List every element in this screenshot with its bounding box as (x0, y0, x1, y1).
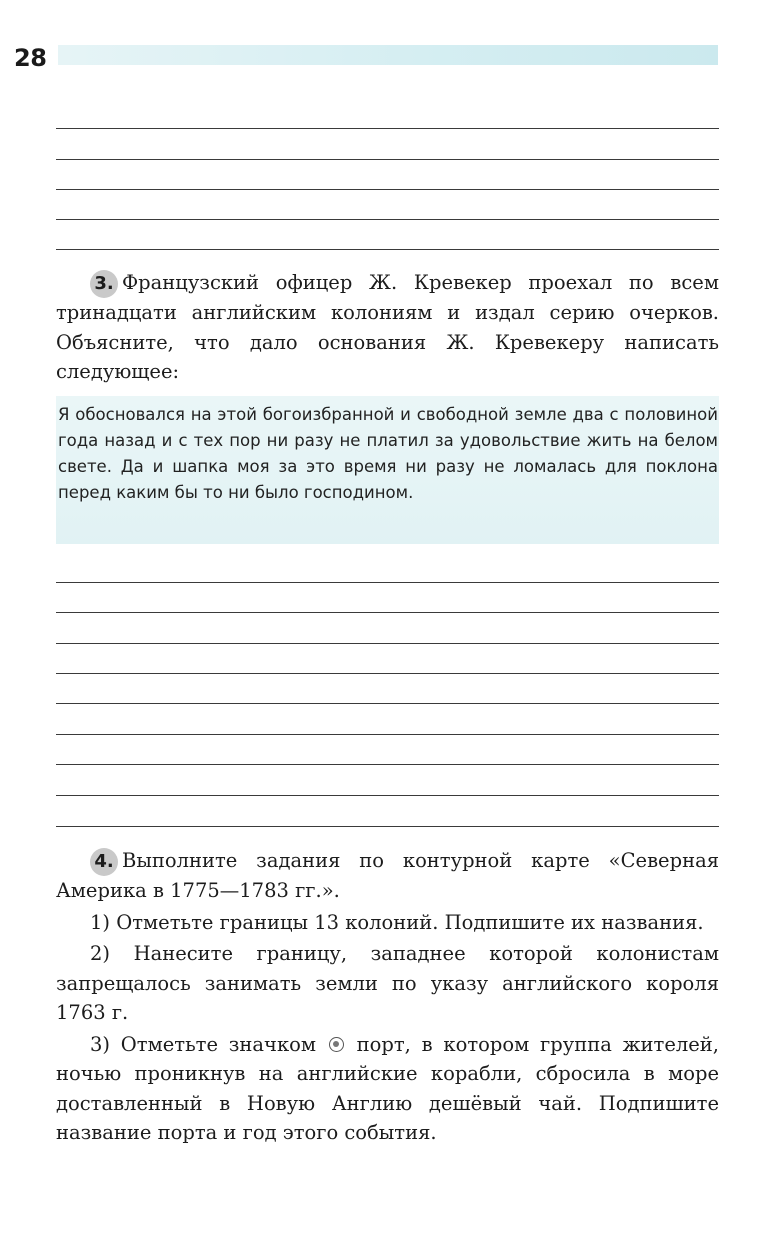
task-4-item-3-end: порт, в котором группа жителей, ночью проникнув на английские корабли, сбросила в море доставленный в Новую Англию дешёвый чай. Подпишите название порта и год этого события. (56, 1032, 719, 1144)
answer-line[interactable] (56, 249, 719, 250)
task-4 (56, 846, 719, 1148)
answer-line[interactable] (56, 643, 719, 644)
task-4-item-1: 1) Отметьте границы 13 колоний. Подпишите их названия. (90, 910, 704, 934)
answer-line[interactable] (56, 734, 719, 735)
header-band (58, 45, 718, 65)
answer-line[interactable] (56, 159, 719, 160)
task-4-paragraph (56, 846, 719, 906)
circle-marker-icon (329, 1037, 344, 1052)
task-3 (56, 268, 719, 387)
answer-line[interactable] (56, 219, 719, 220)
answer-line[interactable] (56, 189, 719, 190)
task-4-item-2: 2) Нанесите границу, западнее которой колонистам запрещалось занимать земли по указу английского короля 1763 г. (56, 942, 719, 1024)
task-3-text: Французский офицер Ж. Кревекер проехал по всем тринадцати английским колониям и издал серию очерков. Объясните, что дало основания Ж. Кревекеру написать следующее: (56, 271, 719, 383)
task-3-number: 3. (90, 270, 118, 298)
task-4-item-3-start: 3) Отметьте значком (90, 1032, 317, 1056)
answer-line[interactable] (56, 128, 719, 129)
answer-line[interactable] (56, 703, 719, 704)
answer-line[interactable] (56, 764, 719, 765)
answer-line[interactable] (56, 795, 719, 796)
task-4-item-3 (56, 1030, 719, 1148)
task-4-text: Выполните задания по контурной карте «Северная Америка в 1775—1783 гг.». (56, 849, 719, 902)
answer-line[interactable] (56, 612, 719, 613)
task-3-paragraph (56, 268, 719, 387)
page-number: 28 (14, 44, 47, 72)
answer-line[interactable] (56, 826, 719, 827)
answer-line[interactable] (56, 582, 719, 583)
task-4-number: 4. (90, 848, 118, 876)
answer-line[interactable] (56, 673, 719, 674)
quote-text: Я обосновался на этой богоизбранной и свободной земле два с половиной года назад и с тех пор ни разу не платил за удовольствие жить на белом свете. Да и шапка моя за это время ни разу не ломалась для поклона перед каким бы то ни было господином. (58, 405, 718, 502)
